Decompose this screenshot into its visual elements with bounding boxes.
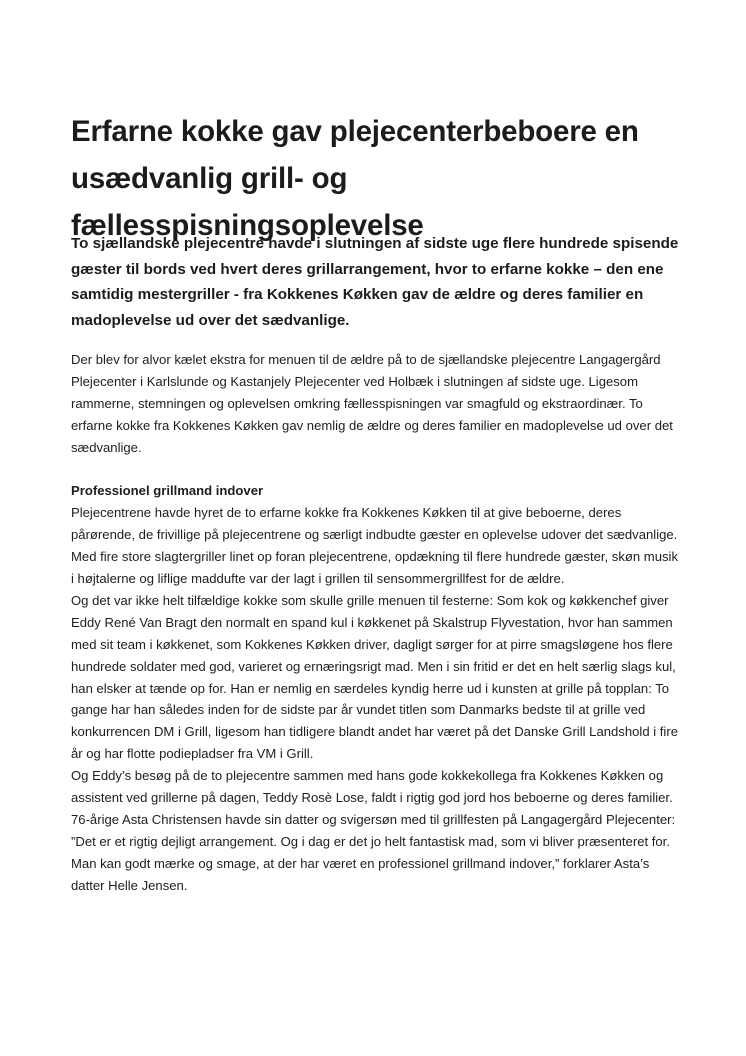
article-title: Erfarne kokke gav plejecenterbeboere en usædvanlig grill- og fællesspisningsoplevelse bbox=[71, 115, 639, 242]
body-paragraph: Plejecentrene havde hyret de to erfarne kokke fra Kokkenes Køkken til at give beboerne, deres pårørende, de frivillige på plejecentrene og særligt indbudte gæster en oplevelse udover det sædvanlige. Med fire store slagtergriller linet op foran plejecentrene, opdækning til flere hundrede gæster, skøn musik i højtalerne og liflige maddufte var der lagt i grillen til sensommergrillfest for de ældre. bbox=[71, 505, 678, 587]
article-lead: To sjællandske plejecentre havde i slutningen af sidste uge flere hundrede spisende gæster til bords ved hvert deres grillarrangement, hvor to erfarne kokke – den ene samtidig mestergriller - fra Kokkenes Køkken gav de ældre og deres familier en madoplevelse ud over det sædvanlige. bbox=[71, 235, 679, 329]
section-subheading: Professionel grillmand indover bbox=[71, 483, 264, 499]
body-paragraph: Og det var ikke helt tilfældige kokke som skulle grille menuen til festerne: Som kok og køkkenchef giver Eddy René Van Bragt den normalt en spand kul i køkkenet på Skalstrup Flyvestation, hvor han sammen med sit team i køkkenet, som Kokkenes Køkken driver, dagligt sørger for at pirre smagsløgene hos flere hundrede soldater med god, varieret og ernæringsrigt mad. Men i sin fritid er det en helt særlig slags kul, han elsker at tænde op for. Han er nemlig en særdeles kyndig herre ud i kunsten at grille på topplan: To gange har han således inden for de sidste par år vundet titlen som Danmarks bedste til at grille ved konkurrencen DM i Grill, ligesom han tidligere blandt andet har været på det Danske Grill Landshold i fire år og har flotte podiepladser fra VM i Grill. bbox=[71, 592, 678, 762]
body-paragraph: Og Eddy’s besøg på de to plejecentre sammen med hans gode kokkekollega fra Kokkenes Køkken og assistent ved grillerne på dagen, Teddy Rosè Lose, faldt i rigtig god jord hos beboerne og deres familier. 76-årige Asta Christensen havde sin datter og svigersøn med til grillfesten på Langagergård Plejecenter: bbox=[71, 768, 676, 828]
intro-paragraph: Der blev for alvor kælet ekstra for menuen til de ældre på to de sjællandske plejecentre Langagergård Plejecenter i Karlslunde og Kastanjely Plejecenter ved Holbæk i slutningen af sidste uge. Ligesom rammerne, stemningen og oplevelsen omkring fællesspisningen var smagfuld og ekstraordinær. To erfarne kokke fra Kokkenes Køkken gav nemlig de ældre og deres familier en madoplevelse ud over det sædvanlige. bbox=[71, 352, 673, 455]
quote-paragraph: ”Det er et rigtig dejligt arrangement. Og i dag er det jo helt fantastisk mad, som vi bliver præsenteret for. Man kan godt mærke og smage, at der har været en professionel grillmand indover,” forklarer Asta’s datter Helle Jensen. bbox=[71, 833, 670, 893]
article-body bbox=[71, 349, 681, 897]
